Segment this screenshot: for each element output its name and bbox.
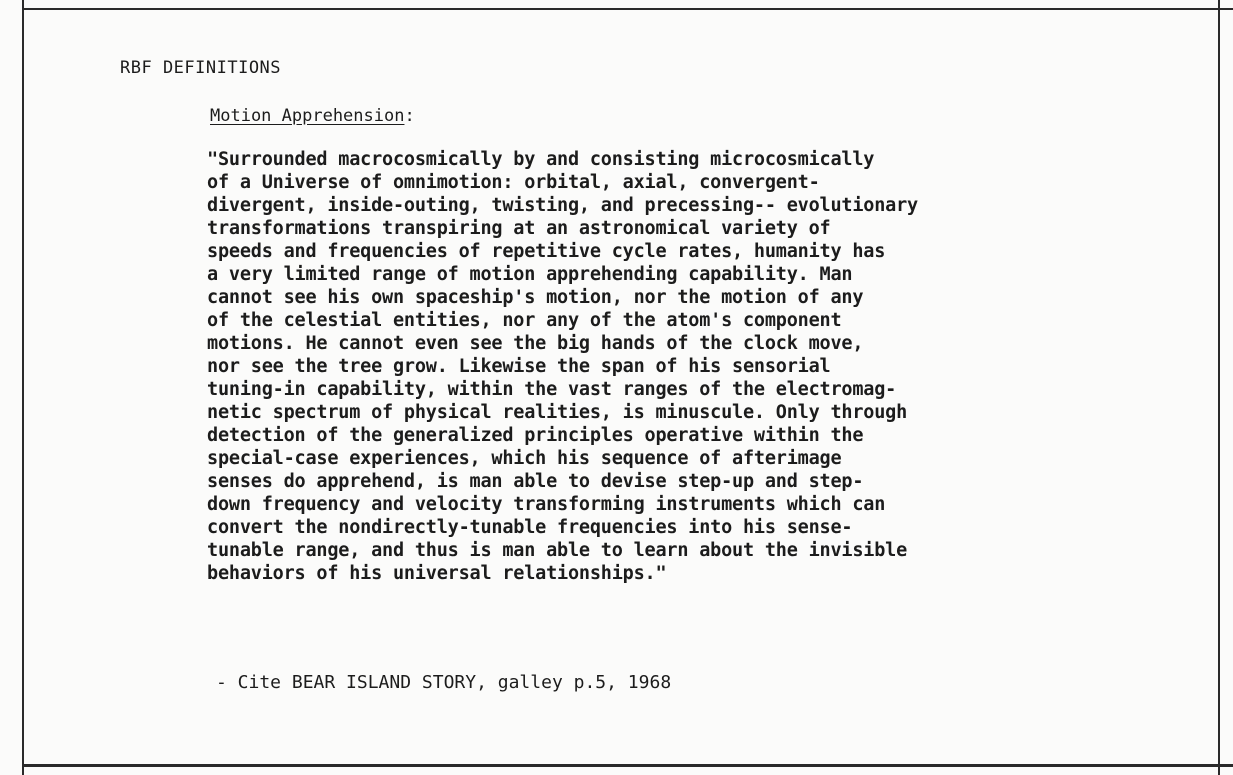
quote-line: "Surrounded macrocosmically by and consisting microcosmically [207,149,875,170]
top-border-line [22,8,1233,10]
quote-line: tuning-in capability, within the vast ranges of the electromag- [207,379,897,400]
quote-line: behaviors of his universal relationships." [207,563,667,584]
bottom-border-line [22,764,1233,767]
quote-line: special-case experiences, which his sequence of afterimage [207,448,842,469]
quote-line: nor see the tree grow. Likewise the span of his sensorial [207,356,831,377]
quote-line: of a Universe of omnimotion: orbital, axial, convergent- [207,172,820,193]
definition-term-colon: : [404,106,415,126]
quote-line: of the celestial entities, nor any of the atom's component [207,310,842,331]
definition-term [210,106,415,126]
quote-line: motions. He cannot even see the big hands of the clock move, [207,333,864,354]
quote-line: netic spectrum of physical realities, is minuscule. Only through [207,402,908,423]
quote-line: divergent, inside-outing, twisting, and precessing-- evolutionary [207,195,918,216]
quote-line: down frequency and velocity transforming instruments which can [207,494,886,515]
citation: - Cite BEAR ISLAND STORY, galley p.5, 1968 [216,672,672,693]
quote-line: transformations transpiring at an astronomical variety of [207,218,831,239]
definition-term-label: Motion Apprehension [210,106,405,126]
definition-quote [207,148,1207,585]
quote-line: a very limited range of motion apprehending capability. Man [207,264,853,285]
quote-line: senses do apprehend, is man able to devise step-up and step- [207,471,864,492]
quote-line: tunable range, and thus is man able to learn about the invisible [207,540,908,561]
quote-line: cannot see his own spaceship's motion, nor the motion of any [207,287,864,308]
quote-line: convert the nondirectly-tunable frequencies into his sense- [207,517,853,538]
document-header: RBF DEFINITIONS [120,58,282,78]
quote-line: speeds and frequencies of repetitive cycle rates, humanity has [207,241,886,262]
left-border-line [22,0,24,775]
quote-line: detection of the generalized principles operative within the [207,425,864,446]
right-border-line [1218,0,1220,775]
